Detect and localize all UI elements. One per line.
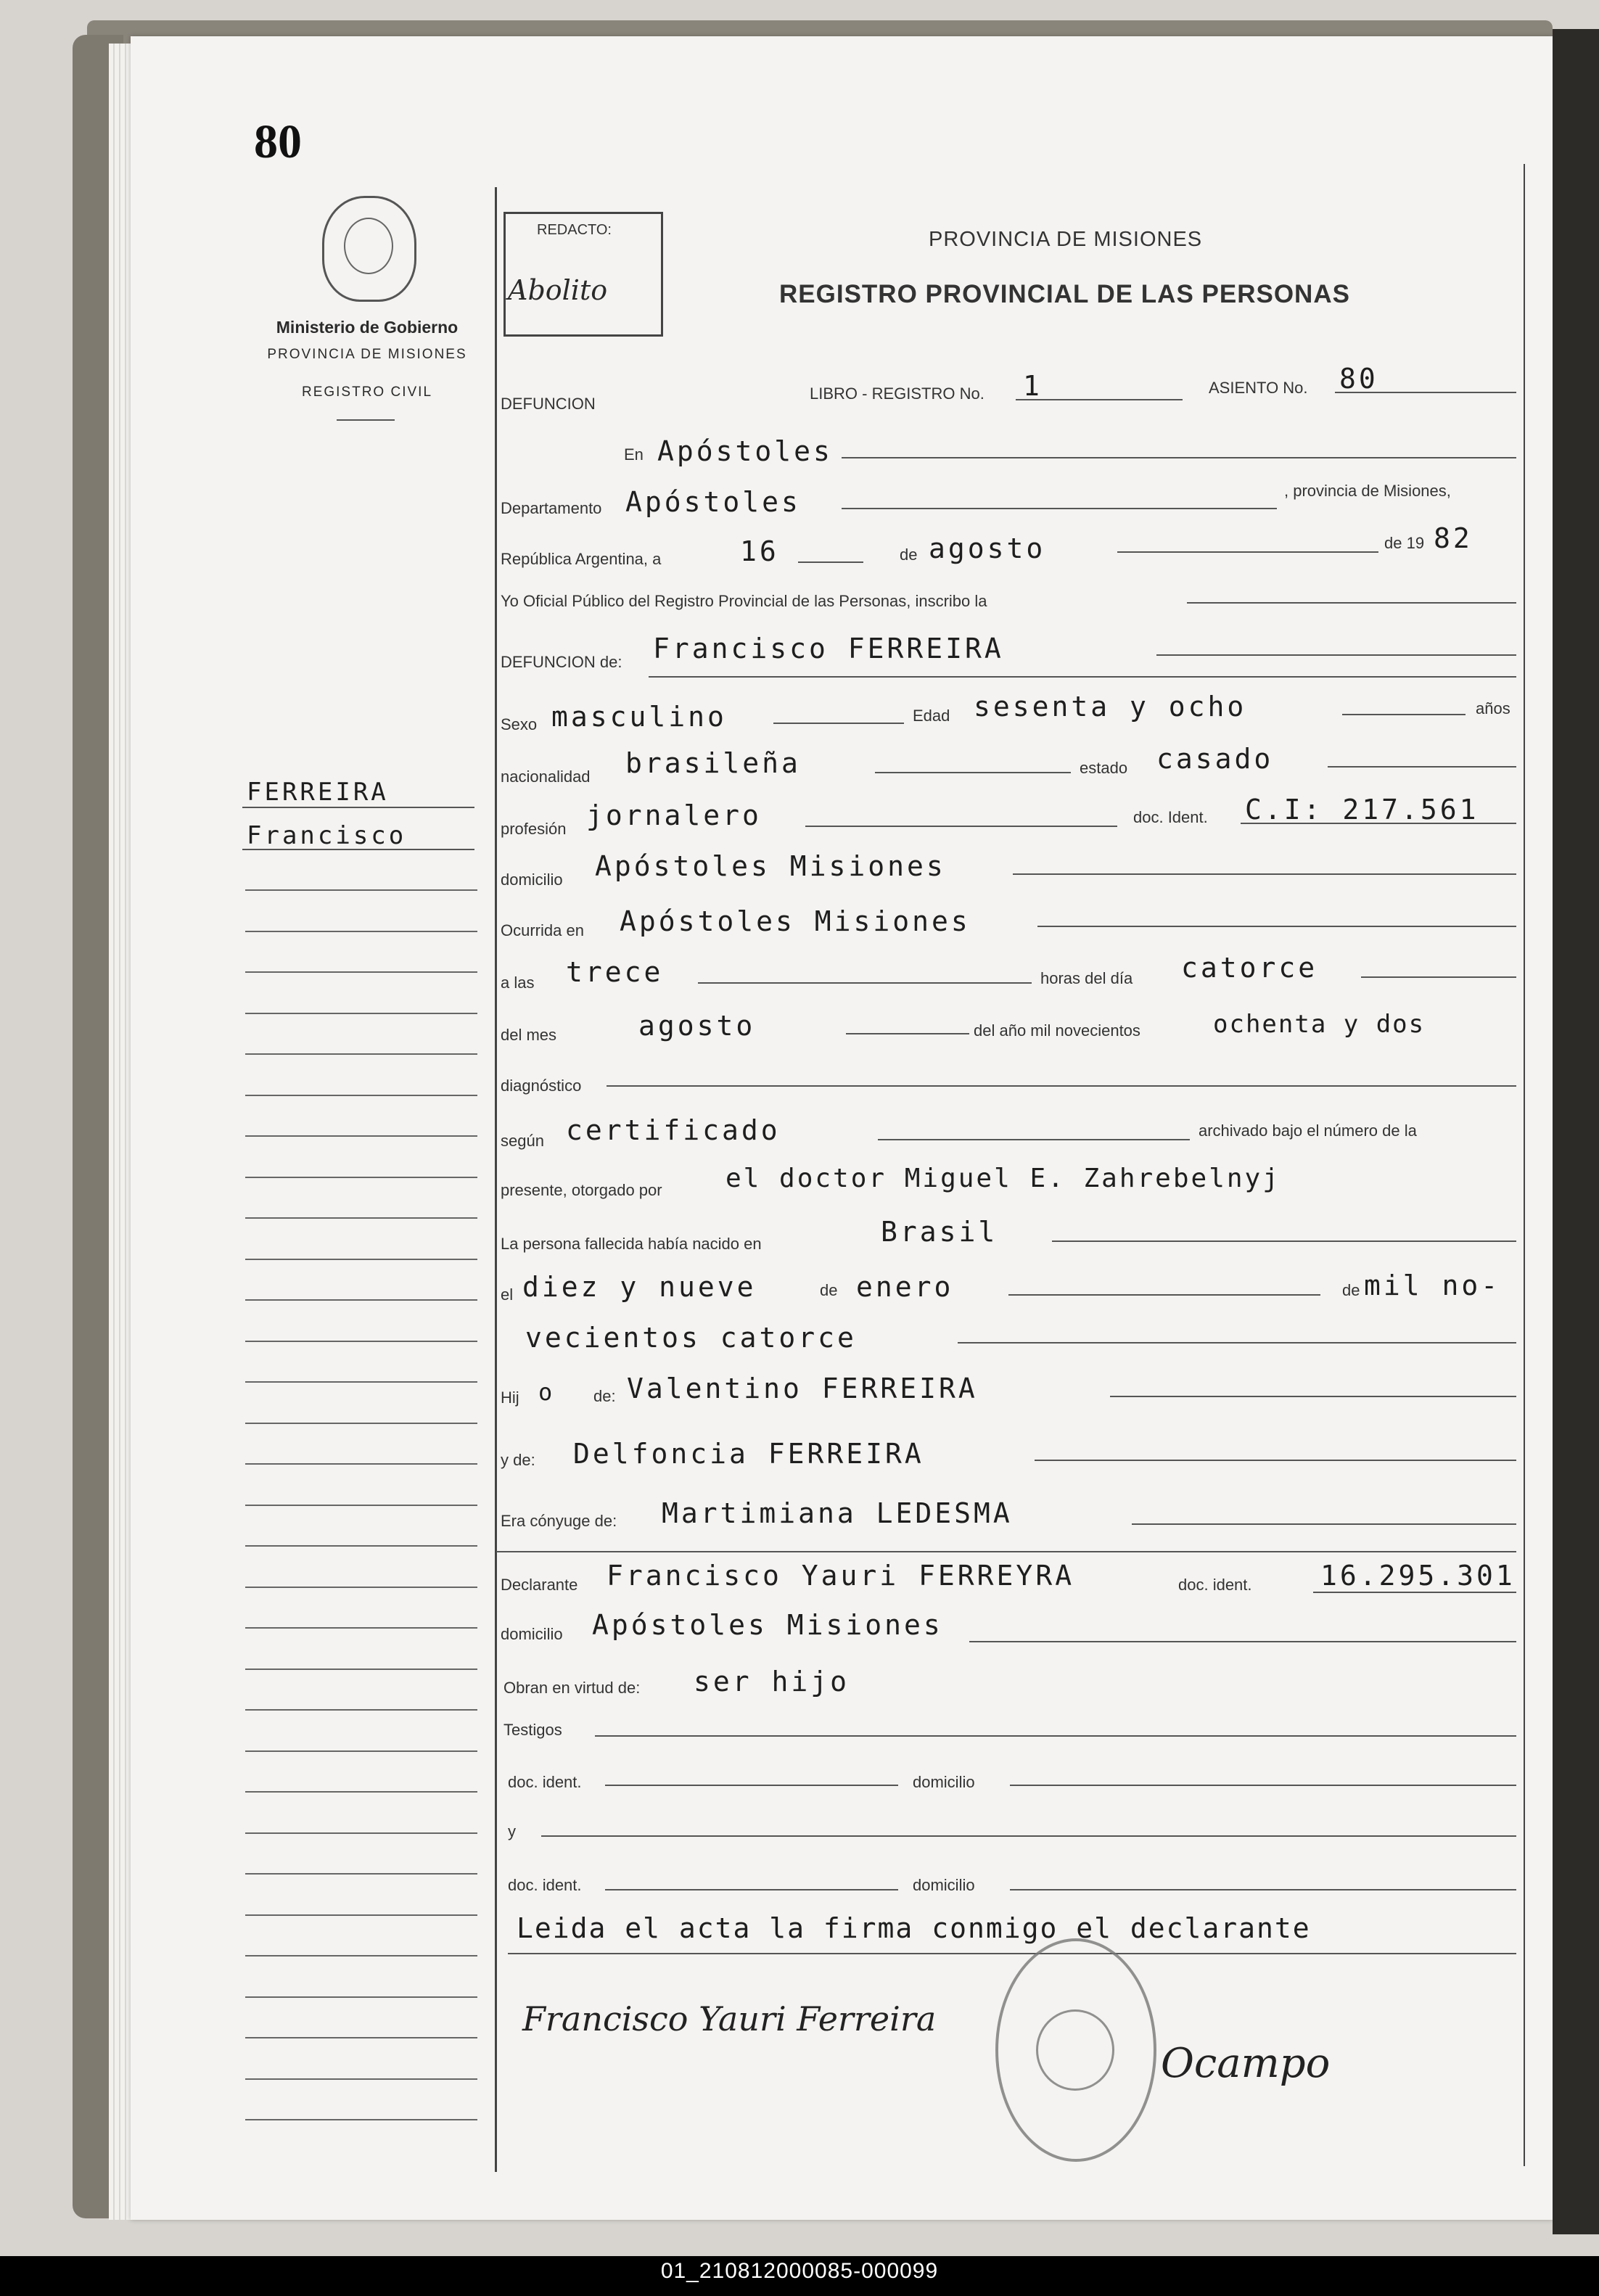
deceased-name: Francisco FERREIRA: [653, 633, 1004, 664]
row-line: [846, 1033, 969, 1034]
ano-label: del año mil novecientos: [974, 1021, 1140, 1040]
row-line: [878, 1139, 1190, 1140]
profesion-value: jornalero: [586, 799, 762, 831]
birth-year-1: mil no-: [1364, 1270, 1501, 1301]
row-line: [1187, 602, 1516, 604]
provincia-text: , provincia de Misiones,: [1284, 482, 1451, 500]
libro-label: LIBRO - REGISTRO No.: [810, 384, 985, 403]
departamento-label: Departamento: [501, 499, 602, 517]
asiento-value: 80: [1339, 363, 1378, 395]
column-divider: [495, 187, 497, 2172]
margin-ruled-line: [245, 1627, 477, 1629]
libro-value: 1: [1023, 370, 1043, 402]
row-line: [698, 982, 1032, 984]
birth-month: enero: [856, 1271, 954, 1303]
alas-label: a las: [501, 974, 535, 992]
margin-ruled-line: [245, 1053, 477, 1055]
row-line: [1156, 654, 1516, 656]
row-line: [1342, 714, 1466, 715]
estado-label: estado: [1080, 759, 1128, 777]
row-line: [595, 1735, 1516, 1737]
margin-line: [242, 807, 474, 808]
row-line: [969, 1641, 1516, 1642]
de-label: de: [900, 546, 918, 564]
profesion-label: profesión: [501, 820, 567, 838]
row-line: [773, 723, 904, 724]
margin-ruled-line: [245, 1955, 477, 1956]
obran-value: ser hijo: [694, 1666, 850, 1698]
row-line: [1241, 823, 1516, 824]
margin-ruled-line: [245, 2037, 477, 2038]
t1-doc-label: doc. ident.: [508, 1773, 582, 1791]
margin-given-name: Francisco: [247, 821, 407, 850]
margin-ruled-line: [245, 1914, 477, 1916]
spouse-name: Martimiana LEDESMA: [662, 1497, 1013, 1529]
horas-label: horas del día: [1040, 969, 1133, 987]
margin-ruled-line: [245, 1259, 477, 1260]
de2-label: de: [820, 1281, 838, 1299]
margin-ruled-line: [245, 1545, 477, 1547]
row-line: [842, 457, 1516, 458]
ministry-office: REGISTRO CIVIL: [301, 384, 433, 400]
row-line: [798, 561, 863, 563]
row-line: [1010, 1889, 1516, 1890]
row-line: [607, 1085, 1516, 1087]
ministry-divider: [337, 419, 395, 421]
row-line: [508, 1953, 1516, 1954]
margin-ruled-line: [245, 931, 477, 932]
section-line: [496, 1551, 1516, 1552]
segun-label: según: [501, 1132, 544, 1150]
nacido-label: La persona fallecida había nacido en: [501, 1235, 762, 1253]
margin-ruled-line: [245, 1791, 477, 1793]
asiento-line: [1335, 392, 1516, 393]
margin-ruled-line: [245, 1996, 477, 1998]
row-line: [1328, 766, 1516, 768]
row-line: [1010, 1785, 1516, 1786]
closing-text: Leida el acta la firma conmigo el declarante: [517, 1912, 1311, 1944]
row-line: [541, 1835, 1516, 1837]
margin-ruled-line: [245, 1341, 477, 1342]
libro-line: [1016, 399, 1183, 400]
margin-ruled-line: [245, 1381, 477, 1383]
margin-ruled-line: [245, 1177, 477, 1178]
margin-ruled-line: [245, 1587, 477, 1588]
domicilio2-label: domicilio: [501, 1625, 563, 1643]
margin-ruled-line: [245, 2119, 477, 2120]
book-right-edge: [1553, 29, 1599, 2234]
row-line: [1361, 976, 1516, 978]
image-caption: 01_210812000085-000099: [660, 2259, 939, 2283]
year-prefix: de 19: [1384, 534, 1425, 552]
mes-value: agosto: [638, 1010, 756, 1042]
row-line: [1110, 1396, 1516, 1397]
father-name: Valentino FERREIRA: [627, 1373, 978, 1404]
defuncion-label: DEFUNCION de:: [501, 653, 622, 671]
row-line: [1008, 1294, 1320, 1296]
margin-ruled-line: [245, 1505, 477, 1506]
margin-ruled-line: [245, 2078, 477, 2080]
hij-de-label: de:: [593, 1387, 616, 1405]
year-suffix: 82: [1434, 522, 1473, 554]
de3-label: de: [1342, 1281, 1360, 1299]
oficial-text: Yo Oficial Público del Registro Provincial de las Personas, inscribo la: [501, 592, 987, 610]
dia-value: catorce: [1181, 952, 1318, 984]
t2-dom-label: domicilio: [913, 1876, 975, 1894]
estado-value: casado: [1156, 743, 1274, 775]
obran-label: Obran en virtud de:: [503, 1679, 641, 1697]
diagnostico-label: diagnóstico: [501, 1077, 582, 1095]
en-label: En: [624, 445, 644, 464]
redacto-label: REDACTO:: [537, 222, 612, 238]
act-type: DEFUNCION: [501, 395, 596, 413]
doc-label: doc. Ident.: [1133, 808, 1208, 826]
margin-surname: FERREIRA: [247, 778, 389, 807]
margin-ruled-line: [245, 889, 477, 891]
hij-label: Hij: [501, 1388, 519, 1407]
ano-value: ochenta y dos: [1213, 1010, 1426, 1039]
archivado-text: archivado bajo el número de la: [1199, 1122, 1417, 1140]
official-seal-inner: [1036, 2009, 1114, 2091]
sexo-value: masculino: [551, 701, 727, 733]
doc2-label: doc. ident.: [1178, 1576, 1252, 1594]
month-value: agosto: [929, 532, 1046, 564]
declarante-label: Declarante: [501, 1576, 578, 1594]
row-line: [1117, 551, 1378, 553]
margin-ruled-line: [245, 1095, 477, 1096]
margin-ruled-line: [245, 1423, 477, 1424]
margin-ruled-line: [245, 1217, 477, 1219]
testigos-label: Testigos: [503, 1721, 562, 1739]
birth-year-2: vecientos catorce: [525, 1322, 857, 1354]
nacionalidad-label: nacionalidad: [501, 768, 591, 786]
page-number: 80: [254, 115, 302, 168]
edad-value: sesenta y ocho: [974, 691, 1247, 723]
row-line: [1035, 1460, 1516, 1461]
row-line: [958, 1342, 1516, 1344]
t1-dom-label: domicilio: [913, 1773, 975, 1791]
margin-line: [242, 849, 474, 850]
birth-day: diez y nueve: [522, 1271, 757, 1303]
margin-ruled-line: [245, 1750, 477, 1752]
day-value: 16: [740, 535, 779, 567]
ministry-seal-inner: [344, 218, 393, 274]
row-line: [1313, 1592, 1516, 1593]
nacionalidad-value: brasileña: [625, 747, 801, 779]
presente-label: presente, otorgado por: [501, 1181, 662, 1199]
doc-value: C.I: 217.561: [1245, 794, 1479, 826]
official-signature: Ocampo: [1161, 2040, 1331, 2087]
ocurrida-value: Apóstoles Misiones: [620, 905, 971, 937]
row-line: [842, 508, 1277, 509]
row-line: [1013, 873, 1516, 875]
yde-label: y de:: [501, 1451, 535, 1469]
row-line: [605, 1889, 898, 1890]
anos-label: años: [1476, 699, 1510, 717]
margin-ruled-line: [245, 1832, 477, 1834]
conyuge-label: Era cónyuge de:: [501, 1512, 617, 1530]
row-line: [649, 676, 1516, 678]
row-line: [805, 826, 1117, 827]
right-border-line: [1524, 164, 1525, 2166]
republica-label: República Argentina, a: [501, 550, 662, 568]
domicilio-value: Apóstoles Misiones: [595, 850, 946, 882]
margin-ruled-line: [245, 1668, 477, 1670]
presente-value: el doctor Miguel E. Zahrebelnyj: [725, 1164, 1281, 1193]
row-line: [605, 1785, 898, 1786]
t2-doc-label: doc. ident.: [508, 1876, 582, 1894]
margin-ruled-line: [245, 1135, 477, 1137]
margin-ruled-line: [245, 1709, 477, 1711]
margin-ruled-line: [245, 1873, 477, 1875]
asiento-label: ASIENTO No.: [1209, 379, 1308, 397]
header-province: PROVINCIA DE MISIONES: [929, 228, 1203, 251]
header-registry: REGISTRO PROVINCIAL DE LAS PERSONAS: [779, 280, 1350, 308]
ministry-province: PROVINCIA DE MISIONES: [267, 347, 467, 362]
row-line: [1132, 1523, 1516, 1525]
row-line: [875, 772, 1071, 773]
ocurrida-label: Ocurrida en: [501, 921, 584, 939]
margin-ruled-line: [245, 1463, 477, 1465]
el-label: el: [501, 1285, 514, 1304]
domicilio2-value: Apóstoles Misiones: [592, 1609, 943, 1641]
ministry-title: Ministerio de Gobierno: [276, 318, 459, 337]
mes-label: del mes: [501, 1026, 557, 1044]
domicilio-label: domicilio: [501, 871, 563, 889]
hora-value: trece: [566, 956, 664, 988]
row-line: [1037, 926, 1516, 927]
margin-ruled-line: [245, 971, 477, 973]
nacido-value: Brasil: [881, 1216, 998, 1248]
place-value: Apóstoles: [657, 435, 833, 467]
row-line: [1052, 1240, 1516, 1242]
mother-name: Delfoncia FERREIRA: [573, 1438, 924, 1470]
y-label: y: [508, 1822, 516, 1840]
segun-value: certificado: [566, 1114, 781, 1146]
hij-suffix: o: [538, 1378, 556, 1406]
declarante-signature: Francisco Yauri Ferreira: [522, 1999, 937, 2038]
sexo-label: Sexo: [501, 715, 538, 733]
doc2-value: 16.295.301: [1320, 1560, 1516, 1592]
edad-label: Edad: [913, 707, 950, 725]
redacto-signature: Abolito: [508, 274, 608, 306]
margin-ruled-line: [245, 1013, 477, 1014]
declarante-value: Francisco Yauri FERREYRA: [607, 1560, 1075, 1592]
margin-ruled-line: [245, 1299, 477, 1301]
departamento-value: Apóstoles: [625, 486, 801, 518]
